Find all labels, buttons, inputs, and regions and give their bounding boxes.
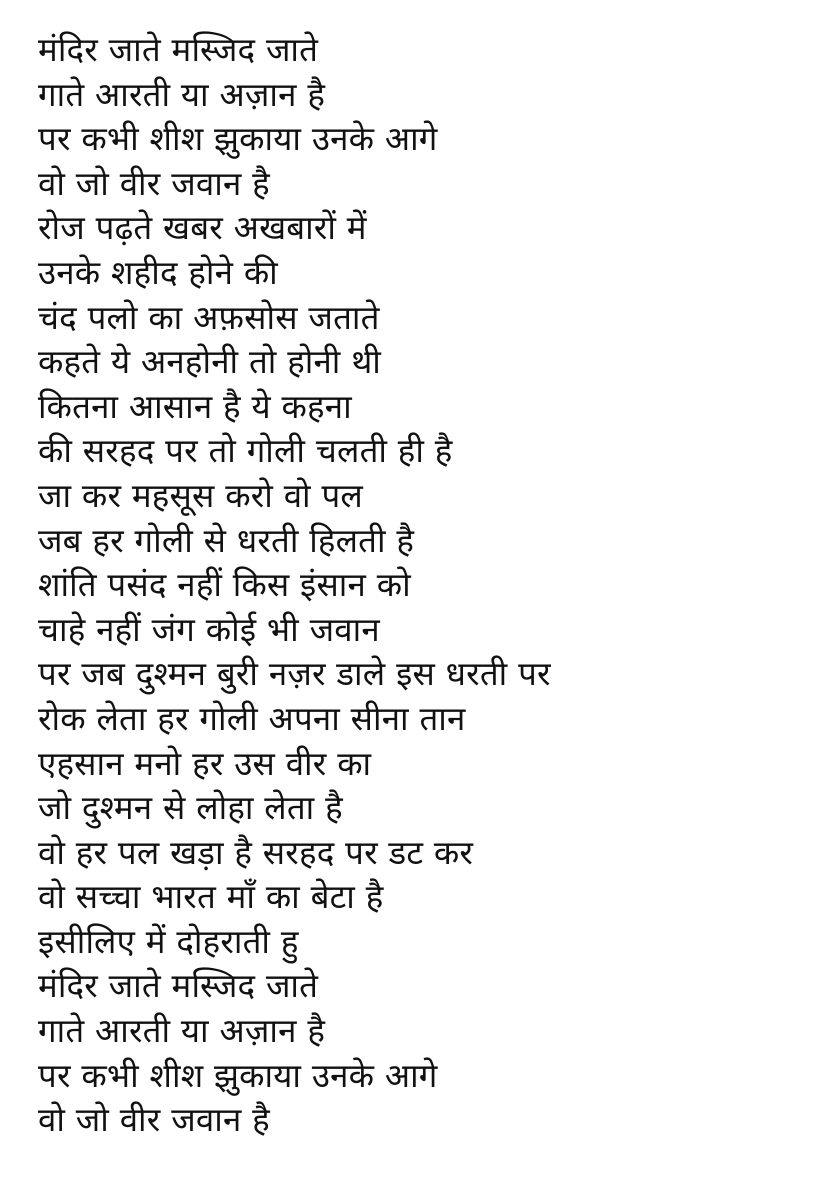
poem-line: एहसान मनो हर उस वीर का [38,743,372,783]
poem-line: उनके शहीद होने की [38,252,278,292]
poem-line: इसीलिए में दोहराती हु [38,921,299,961]
poem-line: वो हर पल खड़ा है सरहद पर डट कर [38,832,474,872]
poem-line: चंद पलो का अफ़सोस जताते [38,297,380,337]
poem-line: पर कभी शीश झुकाया उनके आगे [38,119,438,159]
poem-line: पर कभी शीश झुकाया उनके आगे [38,1055,438,1095]
poem-line: की सरहद पर तो गोली चलती ही है [38,431,453,471]
poem-line: रोक लेता हर गोली अपना सीना तान [38,698,466,738]
poem-line: रोज पढ़ते खबर अखबारों में [38,208,367,248]
poem-line: गाते आरती या अज़ान है [38,74,326,114]
poem-text [38,28,835,1143]
poem-line: कहते ये अनहोनी तो होनी थी [38,342,382,382]
poem-line: पर जब दुश्मन बुरी नज़र डाले इस धरती पर [38,654,551,694]
poem-line: कितना आसान है ये कहना [38,386,352,426]
poem-line: वो जो वीर जवान है [38,1100,270,1140]
poem-line: शांति पसंद नहीं किस इंसान को [38,565,411,605]
poem-line: गाते आरती या अज़ान है [38,1011,326,1051]
poem-line: मंदिर जाते मस्जिद जाते [38,966,319,1006]
poem-line: वो सच्चा भारत माँ का बेटा है [38,877,384,917]
poem-line: जब हर गोली से धरती हिलती है [38,520,415,560]
poem-line: जो दुश्मन से लोहा लेता है [38,788,343,828]
poem-line: चाहे नहीं जंग कोई भी जवान [38,609,380,649]
poem-line: वो जो वीर जवान है [38,163,270,203]
poem-line: मंदिर जाते मस्जिद जाते [38,30,319,69]
poem-line: जा कर महसूस करो वो पल [38,475,363,515]
